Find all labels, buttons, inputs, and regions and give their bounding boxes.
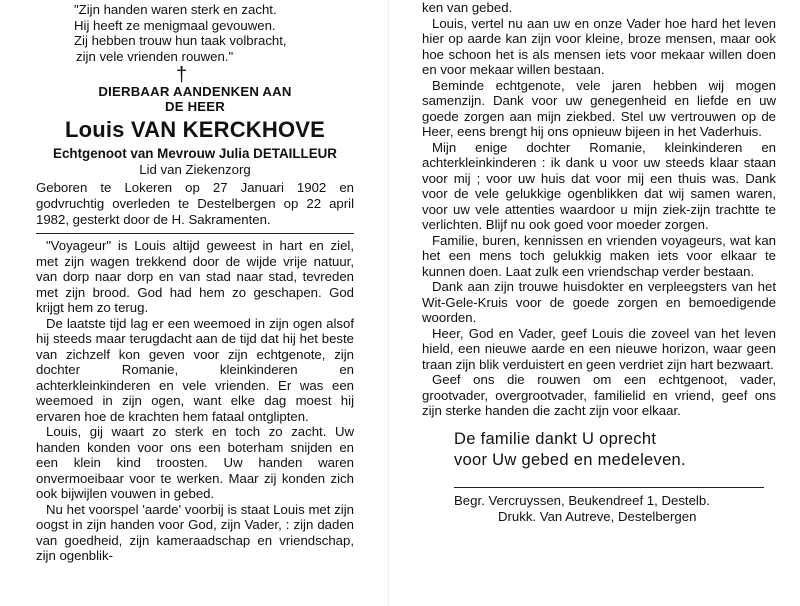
left-column <box>36 0 354 564</box>
paragraph: Mijn enige dochter Romanie, kleinkinderen en achterkleinkinderen : ik dank u voor uw steeds klaar staan voor mij ; voor uw huis dat voor mij een thuis was. Dank voor de vele gelukkige ogenblikken dat wij samen waren, voor uw vele attenties waardoor u mijn ziek-zijn trachtte te verlichten. Blijf nu ook goed voor moeder zorgen. <box>422 139 776 232</box>
poem-line: zijn vele vrienden rouwen." <box>76 48 234 64</box>
left-body-text <box>36 238 354 564</box>
fold-line <box>388 0 389 606</box>
opening-poem <box>74 2 354 64</box>
membership-line: Lid van Ziekenzorg <box>139 162 251 177</box>
paragraph: Nu het voorspel 'aarde' voorbij is staat Louis met zijn oogst in zijn handen voor God, zijn Vader, : zijn daden van goedheid, zijn kameraadschap en vriendschap, zijn ogenblik- <box>36 501 354 563</box>
divider-rule <box>454 487 764 488</box>
paragraph: Beminde echtgenote, vele jaren hebben wij mogen samenzijn. Dank voor uw genegenheid en liefde en uw goede zorgen aan mijn ziekbed. Stel uw vertrouwen op de Heer, eens brengt hij ons opnieuw bijeen in het Vaderhuis. <box>422 77 776 139</box>
poem-line: Hij heeft ze menigmaal gevouwen. <box>74 17 276 33</box>
birth-death-text: Geboren te Lokeren op 27 Januari 1902 en godvruchtig overleden te Destelbergen op 22 april 1982, gesterkt door de H. Sakramenten. <box>36 180 354 227</box>
divider-rule <box>36 233 354 234</box>
paragraph: "Voyageur" is Louis altijd geweest in hart en ziel, met zijn wagen trekkend door de wijde vrije natuur, van dorp naar dorp en van stad naar stad, tevreden met zijn brood. God had hem zo geschapen. God krijgt hem zo terug. <box>36 238 354 315</box>
paragraph: Geef ons die rouwen om een echtgenoot, vader, grootvader, overgrootvader, familielid en vriend, geef ons zijn sterke handen die zacht zijn voor elkaar. <box>422 372 776 418</box>
right-body-text <box>422 0 776 419</box>
thanks-line-1: De familie dankt U oprecht <box>454 429 657 448</box>
printer-line-2: Drukk. Van Autreve, Destelbergen <box>498 508 697 524</box>
cross-icon: † <box>176 64 188 86</box>
paragraph: Familie, buren, kennissen en vrienden voyageurs, wat kan het een mens toch gelukkig maken iets voor elkaar te kunnen doen. Laat zulk een vriendschap verder bestaan. <box>422 232 776 279</box>
paragraph: Heer, God en Vader, geef Louis die zoveel van het leven hield, een nieuwe aarde en een nieuwe horizon, waar geen traan zijn blik verduistert en geen verdriet zijn hart bezwaart. <box>422 325 776 372</box>
poem-line: "Zijn handen waren sterk en zacht. <box>74 2 277 17</box>
paragraph: Dank aan zijn trouwe huisdokter en verpleegsters van het Wit-Gele-Kruis voor de goede zorgen en bemoedigende woorden. <box>422 279 776 325</box>
header-line-2: DE HEER <box>164 99 226 114</box>
spouse-line: Echtgenoot van Mevrouw Julia DETAILLEUR <box>53 146 337 161</box>
deceased-name: Louis VAN KERCKHOVE <box>64 117 326 142</box>
right-column <box>422 0 776 525</box>
paragraph: De laatste tijd lag er een weemoed in zijn ogen alsof hij steeds maar terugdacht aan de tijd dat hij het beste van zichzelf kon geven voor zijn echtgenote, zijn dochter Romanie, kleinkinderen en achterkleinkinderen en vele vrienden. Er was een weemoed in zijn ogen, want elke dag moest hij ervaren hoe de krachten hem fataal ontglipten. <box>36 315 354 424</box>
paragraph: Louis, gij waart zo sterk en toch zo zacht. Uw handen konden voor ons een boterham snijden en een klein kind troosten. Uw handen waren onvermoeibaar voor te werken. Maar zij konden zich ook bijwijlen vouwen in gebed. <box>36 424 354 501</box>
paragraph: Louis, vertel nu aan uw en onze Vader hoe hard het leven hier op aarde kan zijn voor kleine, broze mensen, maar ook hoe schoon het is als mensen iets voor mekaar willen doen en voor mekaar willen bestaan. <box>422 15 776 77</box>
paragraph-continuation: ken van gebed. <box>422 0 513 15</box>
printer-line-1: Begr. Vercruyssen, Beukendreef 1, Destelb. <box>454 492 710 508</box>
thanks-line-2: voor Uw gebed en medeleven. <box>454 450 686 469</box>
printer-info <box>454 493 776 525</box>
poem-line: Zij hebben trouw hun taak volbracht, <box>74 33 287 48</box>
header-line-1: DIERBAAR AANDENKEN AAN <box>98 84 292 99</box>
family-thanks <box>454 429 776 471</box>
